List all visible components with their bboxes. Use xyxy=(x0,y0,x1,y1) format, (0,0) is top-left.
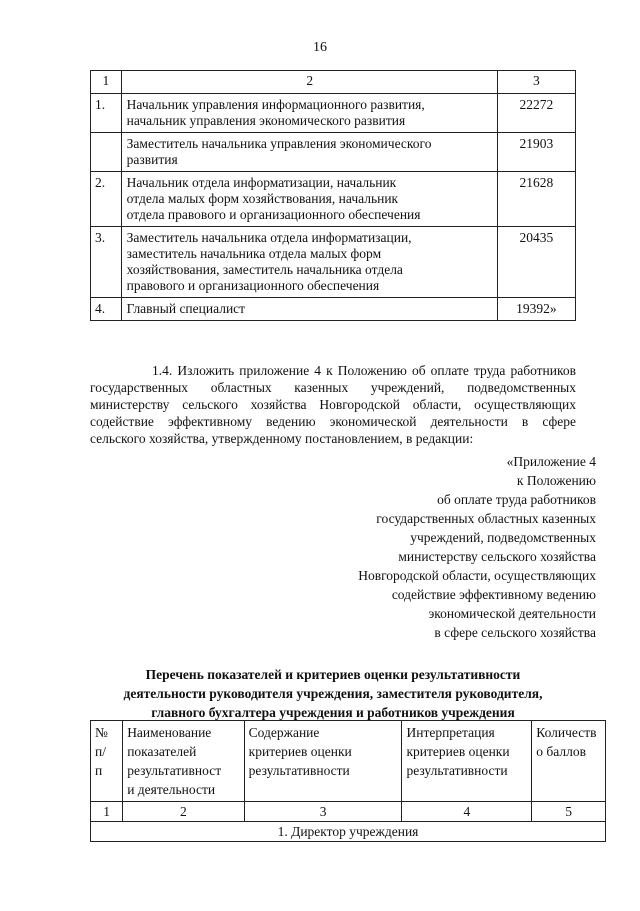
header-line: и деятельности xyxy=(127,782,216,797)
section-title: 1. Директор учреждения xyxy=(91,822,606,842)
position-line: заместитель начальника отдела малых форм xyxy=(126,246,382,261)
header-cell: 2 xyxy=(121,71,497,94)
amendment-paragraph xyxy=(90,362,576,447)
header-line: результативност xyxy=(127,763,222,778)
header-line: Количеств xyxy=(536,725,597,740)
header-line: Содержание xyxy=(248,725,320,740)
salary-value: 21628 xyxy=(497,172,575,227)
header-indicators-cell xyxy=(123,721,244,802)
position-name xyxy=(121,227,497,298)
row-number: 3. xyxy=(91,227,122,298)
table-row xyxy=(91,133,576,172)
appendix-line: к Положению xyxy=(516,473,596,488)
column-number: 5 xyxy=(532,802,606,822)
header-line: п/ xyxy=(95,744,106,759)
header-line: критериев оценки xyxy=(406,744,510,759)
position-line: отдела правового и организационного обеспечения xyxy=(126,207,421,222)
paragraph-line: государственных областных казенных учреждений, подведомственных xyxy=(90,380,576,395)
position-line: хозяйствования, заместитель начальника отдела xyxy=(126,262,403,277)
title-line: деятельности руководителя учреждения, заместителя руководителя, xyxy=(123,686,543,701)
paragraph-line: содействие эффективному ведению экономической деятельности в сфере xyxy=(90,414,576,429)
header-line: о баллов xyxy=(536,744,586,759)
header-cell: 3 xyxy=(497,71,575,94)
position-line: Заместитель начальника отдела информатизации, xyxy=(126,230,412,245)
position-line: развития xyxy=(126,152,178,167)
salary-value: 21903 xyxy=(497,133,575,172)
criteria-table xyxy=(90,720,606,842)
appendix-line: содействие эффективному ведению xyxy=(391,587,596,602)
appendix-line: в сфере сельского хозяйства xyxy=(434,625,596,640)
table-row xyxy=(91,94,576,133)
row-number: 4. xyxy=(91,298,122,321)
position-name xyxy=(121,133,497,172)
salary-value: 22272 xyxy=(497,94,575,133)
header-line: Наименование xyxy=(127,725,212,740)
position-name xyxy=(121,298,497,321)
header-content-cell xyxy=(244,721,402,802)
appendix-line: министерству сельского хозяйства xyxy=(398,549,596,564)
position-line: правового и организационного обеспечения xyxy=(126,278,380,293)
appendix-line: «Приложение 4 xyxy=(506,454,596,469)
header-cell: 1 xyxy=(91,71,122,94)
table-header-row xyxy=(91,71,576,94)
column-number: 4 xyxy=(402,802,532,822)
header-line: показателей xyxy=(127,744,197,759)
header-line: п xyxy=(95,763,103,778)
header-line: Интерпретация xyxy=(406,725,495,740)
position-line: отдела малых форм хозяйствования, начальник xyxy=(126,191,399,206)
row-number xyxy=(91,133,122,172)
appendix-line: Новгородской области, осуществляющих xyxy=(358,568,596,583)
paragraph-line: министерству сельского хозяйства Новгородской области, осуществляющих xyxy=(90,397,576,412)
position-line: Начальник отдела информатизации, начальник xyxy=(126,175,397,190)
header-interpretation-cell xyxy=(402,721,532,802)
salary-value: 20435 xyxy=(497,227,575,298)
column-number: 1 xyxy=(91,802,123,822)
position-name xyxy=(121,94,497,133)
paragraph-line: сельского хозяйства, утвержденному постановлением, в редакции: xyxy=(90,431,474,446)
paragraph-line: 1.4. Изложить приложение 4 к Положению об оплате труда работников xyxy=(152,363,576,378)
position-line: Заместитель начальника управления экономического xyxy=(126,136,432,151)
header-points-cell xyxy=(532,721,606,802)
position-line: Главный специалист xyxy=(126,301,246,316)
appendix-line: государственных областных казенных xyxy=(376,511,596,526)
position-name xyxy=(121,172,497,227)
title-line: главного бухгалтера учреждения и работников учреждения xyxy=(151,705,515,720)
column-number: 2 xyxy=(123,802,244,822)
criteria-header-row xyxy=(91,721,606,802)
header-number-cell xyxy=(91,721,123,802)
header-line: критериев оценки xyxy=(248,744,352,759)
header-line: результативности xyxy=(248,763,350,778)
appendix-line: учреждений, подведомственных xyxy=(410,530,596,545)
header-line: результативности xyxy=(406,763,508,778)
position-line: Начальник управления информационного развития, xyxy=(126,97,425,112)
section-row xyxy=(91,822,606,842)
column-number: 3 xyxy=(244,802,402,822)
table-row xyxy=(91,298,576,321)
list-title xyxy=(90,665,576,722)
salary-value: 19392» xyxy=(497,298,575,321)
table-row xyxy=(91,172,576,227)
appendix-line: экономической деятельности xyxy=(428,606,596,621)
appendix-heading xyxy=(358,452,596,642)
appendix-line: об оплате труда работников xyxy=(437,492,596,507)
row-number: 1. xyxy=(91,94,122,133)
table-row xyxy=(91,227,576,298)
column-number-row xyxy=(91,802,606,822)
title-line: Перечень показателей и критериев оценки результативности xyxy=(145,667,521,682)
page-number: 16 xyxy=(313,40,327,55)
row-number: 2. xyxy=(91,172,122,227)
position-line: начальник управления экономического развития xyxy=(126,113,406,128)
header-line: № xyxy=(95,725,108,740)
salary-table xyxy=(90,70,576,321)
